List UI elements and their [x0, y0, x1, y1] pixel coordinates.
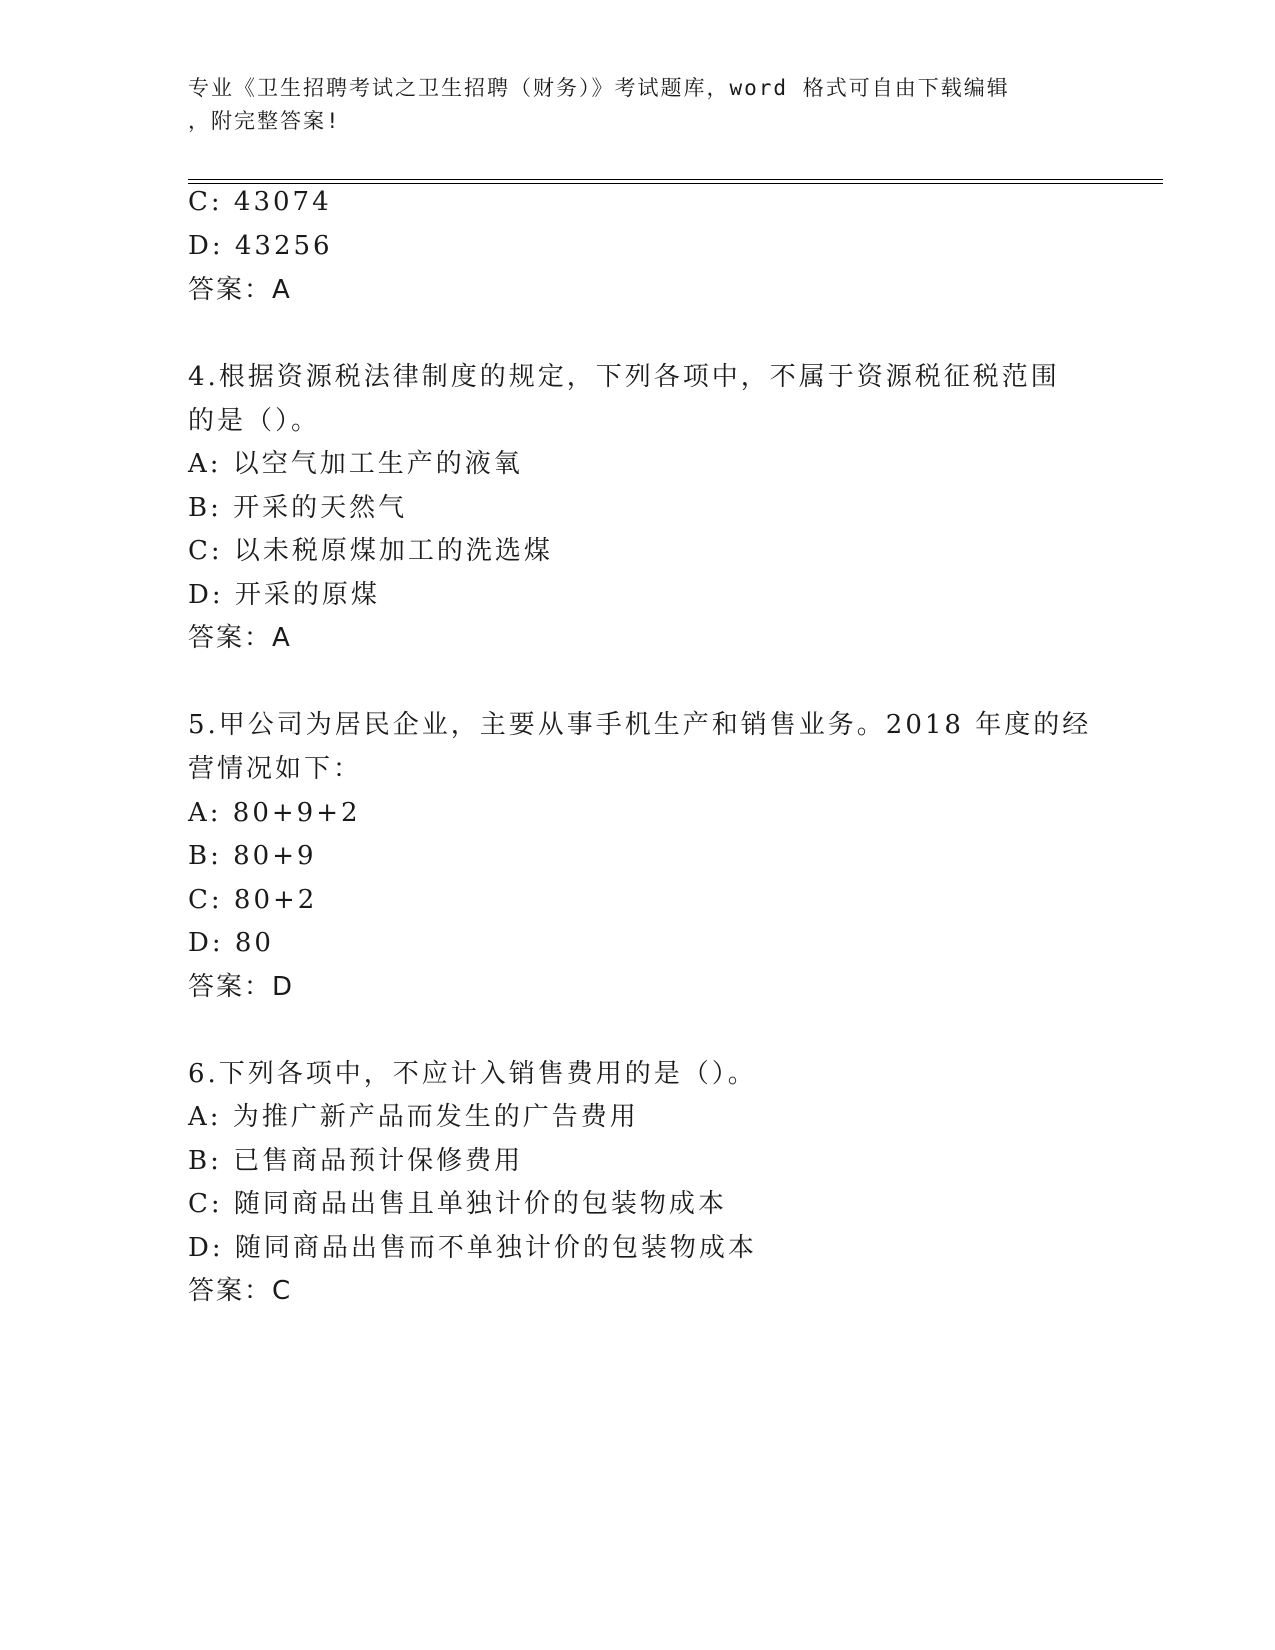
- header-divider-top: [188, 179, 1163, 180]
- prev-answer: [188, 273, 291, 307]
- prev-option-d: D: 43256: [188, 231, 333, 261]
- answer-value: C: [272, 1276, 292, 1306]
- question-5-option-b: B: 80+9: [188, 841, 317, 871]
- answer-label: 答案：: [188, 1276, 273, 1306]
- document-header: [188, 72, 1068, 138]
- answer-label: 答案：: [188, 623, 273, 653]
- question-5-stem-line-1: 5.甲公司为居民企业，主要从事手机生产和销售业务。2018 年度的经: [188, 710, 1092, 740]
- answer-value: A: [272, 275, 291, 305]
- header-title-line-1: 专业《卫生招聘考试之卫生招聘（财务）》考试题库，word 格式可自由下载编辑: [188, 76, 1010, 100]
- answer-label: 答案：: [188, 275, 273, 305]
- question-5-option-c: C: 80+2: [188, 885, 318, 915]
- question-6-option-c: C: 随同商品出售且单独计价的包装物成本: [188, 1189, 727, 1219]
- header-title-line-2: ，附完整答案!: [188, 109, 341, 133]
- prev-option-c: C: 43074: [188, 187, 332, 217]
- question-4-option-a: A: 以空气加工生产的液氧: [188, 449, 523, 479]
- question-6-option-a: A: 为推广新产品而发生的广告费用: [188, 1102, 639, 1132]
- question-4-stem-line-2: 的是（）。: [188, 406, 321, 436]
- question-6-option-b: B: 已售商品预计保修费用: [188, 1146, 524, 1176]
- question-4-stem-line-1: 4.根据资源税法律制度的规定，下列各项中，不属于资源税征税范围: [188, 362, 1060, 392]
- question-6-stem: 6.下列各项中，不应计入销售费用的是（）。: [188, 1059, 757, 1089]
- question-5-option-a: A: 80+9+2: [188, 798, 361, 828]
- question-6-answer: [188, 1274, 291, 1308]
- answer-value: A: [272, 623, 291, 653]
- header-divider-bottom: [188, 183, 1163, 184]
- question-5-stem-line-2: 营情况如下：: [188, 754, 363, 784]
- question-4-option-c: C: 以未税原煤加工的洗选煤: [188, 536, 553, 566]
- question-4-option-b: B: 开采的天然气: [188, 493, 408, 523]
- question-5-option-d: D: 80: [188, 928, 274, 958]
- answer-value: D: [272, 972, 294, 1002]
- question-4-answer: [188, 621, 291, 655]
- question-4-option-d: D: 开采的原煤: [188, 580, 380, 610]
- question-5-answer: [188, 970, 293, 1004]
- question-6-option-d: D: 随同商品出售而不单独计价的包装物成本: [188, 1233, 757, 1263]
- answer-label: 答案：: [188, 972, 273, 1002]
